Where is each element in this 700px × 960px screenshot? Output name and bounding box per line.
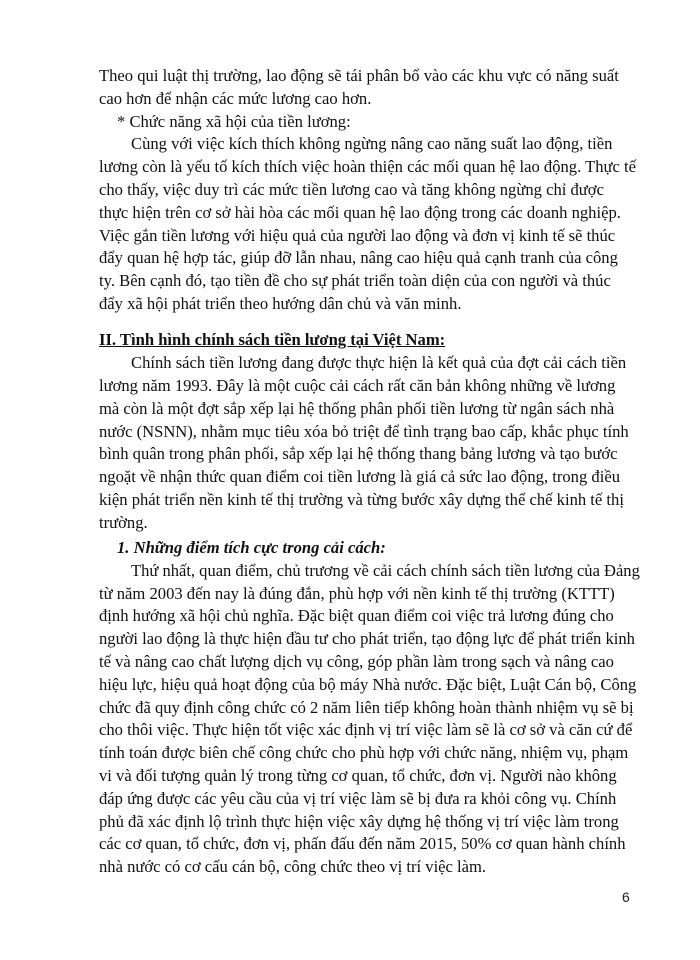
paragraph-line: phủ đã xác định lộ trình thực hiện việc xây dựng hệ thống vị trí việc làm trong — [99, 812, 619, 831]
paragraph-line: lương năm 1993. Đây là một cuộc cải cách rất căn bản không những về lương — [99, 376, 616, 395]
paragraph-line: cho thấy, việc duy trì các mức tiền lương cao và tăng không ngừng chỉ được — [99, 180, 604, 199]
paragraph-line: cao hơn để nhận các mức lương cao hơn. — [99, 89, 372, 108]
paragraph-line: đẩy xã hội phát triển theo hướng dân chủ và văn minh. — [99, 294, 462, 313]
paragraph-line: đẩy quan hệ hợp tác, giúp đỡ lẫn nhau, nâng cao hiệu quả cạnh tranh của công — [99, 248, 618, 267]
paragraph-line: ty. Bên cạnh đó, tạo tiền đề cho sự phát triển toàn diện của con người và thúc — [99, 271, 611, 290]
paragraph-line: đáp ứng được các yêu cầu của vị trí việc làm sẽ bị đưa ra khỏi công vụ. Chính — [99, 789, 617, 808]
paragraph-line: ngoặt về nhận thức quan điểm coi tiền lương là giá cả sức lao động, trong điều — [99, 467, 620, 486]
paragraph-line: Thứ nhất, quan điểm, chủ trương về cải cách chính sách tiền lương của Đảng — [131, 561, 640, 580]
paragraph-line: bình quân trong phân phối, sắp xếp lại hệ thống thang bảng lương và tạo bước — [99, 444, 618, 463]
subsection-heading: 1. Những điểm tích cực trong cải cách: — [117, 538, 386, 557]
paragraph-line: nước (NSNN), nhằm mục tiêu xóa bỏ triệt để tình trạng bao cấp, khắc phục tính — [99, 422, 629, 441]
paragraph-line: trường. — [99, 513, 148, 532]
paragraph-line: tính toán được biên chế công chức cho phù hợp với chức năng, nhiệm vụ, phạm — [99, 743, 629, 762]
paragraph-line: Cùng với việc kích thích không ngừng nâng cao năng suất lao động, tiền — [131, 134, 613, 153]
paragraph-line: Chính sách tiền lương đang được thực hiện là kết quả của đợt cải cách tiền — [131, 353, 627, 372]
section-label: * Chức năng xã hội của tiền lương: — [117, 112, 351, 131]
page-number: 6 — [622, 889, 630, 905]
paragraph-line: kiện phát triển nền kinh tế thị trường và từng bước xây dựng thể chế kinh tế thị — [99, 490, 624, 509]
section-heading: II. Tình hình chính sách tiền lương tại Việt Nam: — [99, 330, 446, 349]
paragraph-line: tế và nâng cao chất lượng dịch vụ công, góp phần làm trong sạch và nâng cao — [99, 652, 614, 671]
paragraph-line: Theo qui luật thị trường, lao động sẽ tái phân bổ vào các khu vực có năng suất — [99, 66, 619, 85]
paragraph-line: lương còn là yếu tố kích thích việc hoàn thiện các mối quan hệ lao động. Thực tế — [99, 157, 637, 176]
paragraph-line: mà còn là một đợt sắp xếp lại hệ thống phân phối tiền lương từ ngân sách nhà — [99, 399, 615, 418]
paragraph-line: từ năm 2003 đến nay là đúng đắn, phù hợp với nền kinh tế thị trường (KTTT) — [99, 584, 615, 603]
paragraph-line: hiệu lực, hiệu quả hoạt động của bộ máy Nhà nước. Đặc biệt, Luật Cán bộ, Công — [99, 675, 637, 694]
paragraph-line: các cơ quan, tổ chức, đơn vị, phấn đấu đến năm 2015, 50% cơ quan hành chính — [99, 834, 626, 853]
paragraph-line: Việc gắn tiền lương với hiệu quả của người lao động và đơn vị kinh tế sẽ thúc — [99, 226, 616, 245]
paragraph-line: định hướng xã hội chủ nghĩa. Đặc biệt quan điểm coi việc trả lương đúng cho — [99, 606, 614, 625]
paragraph-line: thực hiện trên cơ sở hài hòa các mối quan hệ lao động trong các doanh nghiệp. — [99, 203, 621, 222]
paragraph-line: nhà nước có cơ cấu cán bộ, công chức theo vị trí việc làm. — [99, 857, 487, 876]
paragraph-line: cho thôi việc. Thực hiện tốt việc xác định vị trí việc làm sẽ là cơ sở và căn cứ để — [99, 720, 633, 739]
paragraph-line: người lao động là thực hiện đầu tư cho phát triển, tạo động lực để phát triển kinh — [99, 629, 635, 648]
paragraph-line: vi và đối tượng quản lý trong từng cơ quan, tổ chức, đơn vị. Người nào không — [99, 766, 617, 785]
paragraph-line: chức đã quy định công chức có 2 năm liên tiếp không hoàn thành nhiệm vụ sẽ bị — [99, 698, 634, 717]
